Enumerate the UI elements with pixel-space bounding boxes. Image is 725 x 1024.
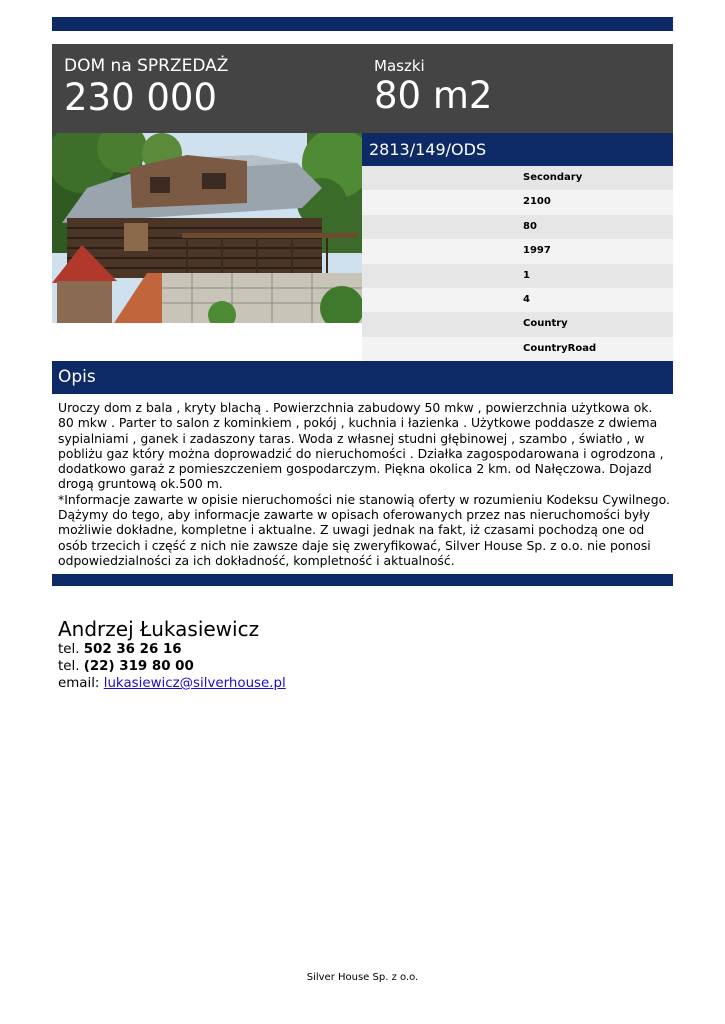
listing-header — [52, 44, 673, 133]
detail-row — [362, 190, 673, 214]
agent-phone-2 — [58, 658, 286, 675]
detail-value: Country — [523, 318, 568, 330]
location: Maszki — [374, 57, 425, 75]
bottom-accent-bar — [52, 574, 673, 586]
detail-value: 2100 — [523, 196, 551, 208]
top-accent-bar — [52, 17, 673, 31]
detail-value: 1 — [523, 269, 530, 281]
detail-row — [362, 264, 673, 288]
description-heading: Opis — [52, 361, 673, 394]
detail-row — [362, 239, 673, 263]
agent-contact — [58, 617, 286, 692]
detail-row — [362, 288, 673, 312]
phone-number-1: 502 36 26 16 — [83, 642, 182, 657]
detail-value: 80 — [523, 220, 537, 232]
detail-row — [362, 215, 673, 239]
reference-number: 2813/149/ODS — [362, 133, 673, 166]
detail-row — [362, 337, 673, 361]
footer-company: Silver House Sp. z o.o. — [306, 972, 419, 983]
description-text: Uroczy dom z bala , kryty blachą . Powierzchnia zabudowy 50 mkw , powierzchnia użytkowa ok. 80 mkw . Parter to salon z kominkiem , pokój , kuchnia i łazienka . Użytkowe poddasze z dwiema sypialniami , ganek i zadaszony taras. Woda z własnej studni głębinowej , szambo , światło , w pobliżu gaz który można doprowadzić do nieruchomości . Działka zagospodarowana i ogrodzona , dodatkowo garaż z pomieszczeniem gospodarczym. Piękna okolica 2 km. od Nałęczowa. Dojazd drogą gruntową ok.500 m. — [58, 400, 664, 492]
phone-label: tel. — [58, 642, 80, 657]
phone-label: tel. — [58, 659, 80, 674]
agent-email-line — [58, 675, 286, 692]
area: 80 m2 — [374, 74, 493, 117]
details-table — [362, 166, 673, 361]
header-left — [64, 56, 228, 118]
email-link[interactable]: lukasiewicz@silverhouse.pl — [103, 676, 286, 691]
offer-type: DOM na SPRZEDAŻ — [64, 56, 229, 76]
detail-value: CountryRoad — [523, 342, 597, 354]
detail-value: 1997 — [523, 245, 551, 257]
detail-value: Secondary — [523, 172, 583, 183]
property-photo — [52, 133, 362, 323]
detail-row — [362, 312, 673, 336]
detail-value: 4 — [523, 293, 530, 305]
agent-phone-1 — [58, 641, 286, 658]
description-body — [58, 400, 670, 568]
email-label: email: — [58, 676, 100, 691]
price: 230 000 — [64, 76, 218, 119]
header-right — [374, 56, 492, 116]
detail-row — [362, 166, 673, 190]
phone-number-2: (22) 319 80 00 — [83, 659, 194, 674]
agent-name: Andrzej Łukasiewicz — [58, 617, 260, 641]
disclaimer-text: *Informacje zawarte w opisie nieruchomości nie stanowią oferty w rozumieniu Kodeksu Cywilnego. Dążymy do tego, aby informacje zawarte w opisach oferowanych przez nas nieruchomości były możliwie dokładne, kompletne i aktualne. Z uwagi jednak na fakt, iż czasami pochodzą one od osób trzecich i część z nich nie zawsze daje się zweryfikować, Silver House Sp. z o.o. nie ponosi odpowiedzialności za ich dokładność, kompletność i aktualność. — [58, 491, 670, 568]
